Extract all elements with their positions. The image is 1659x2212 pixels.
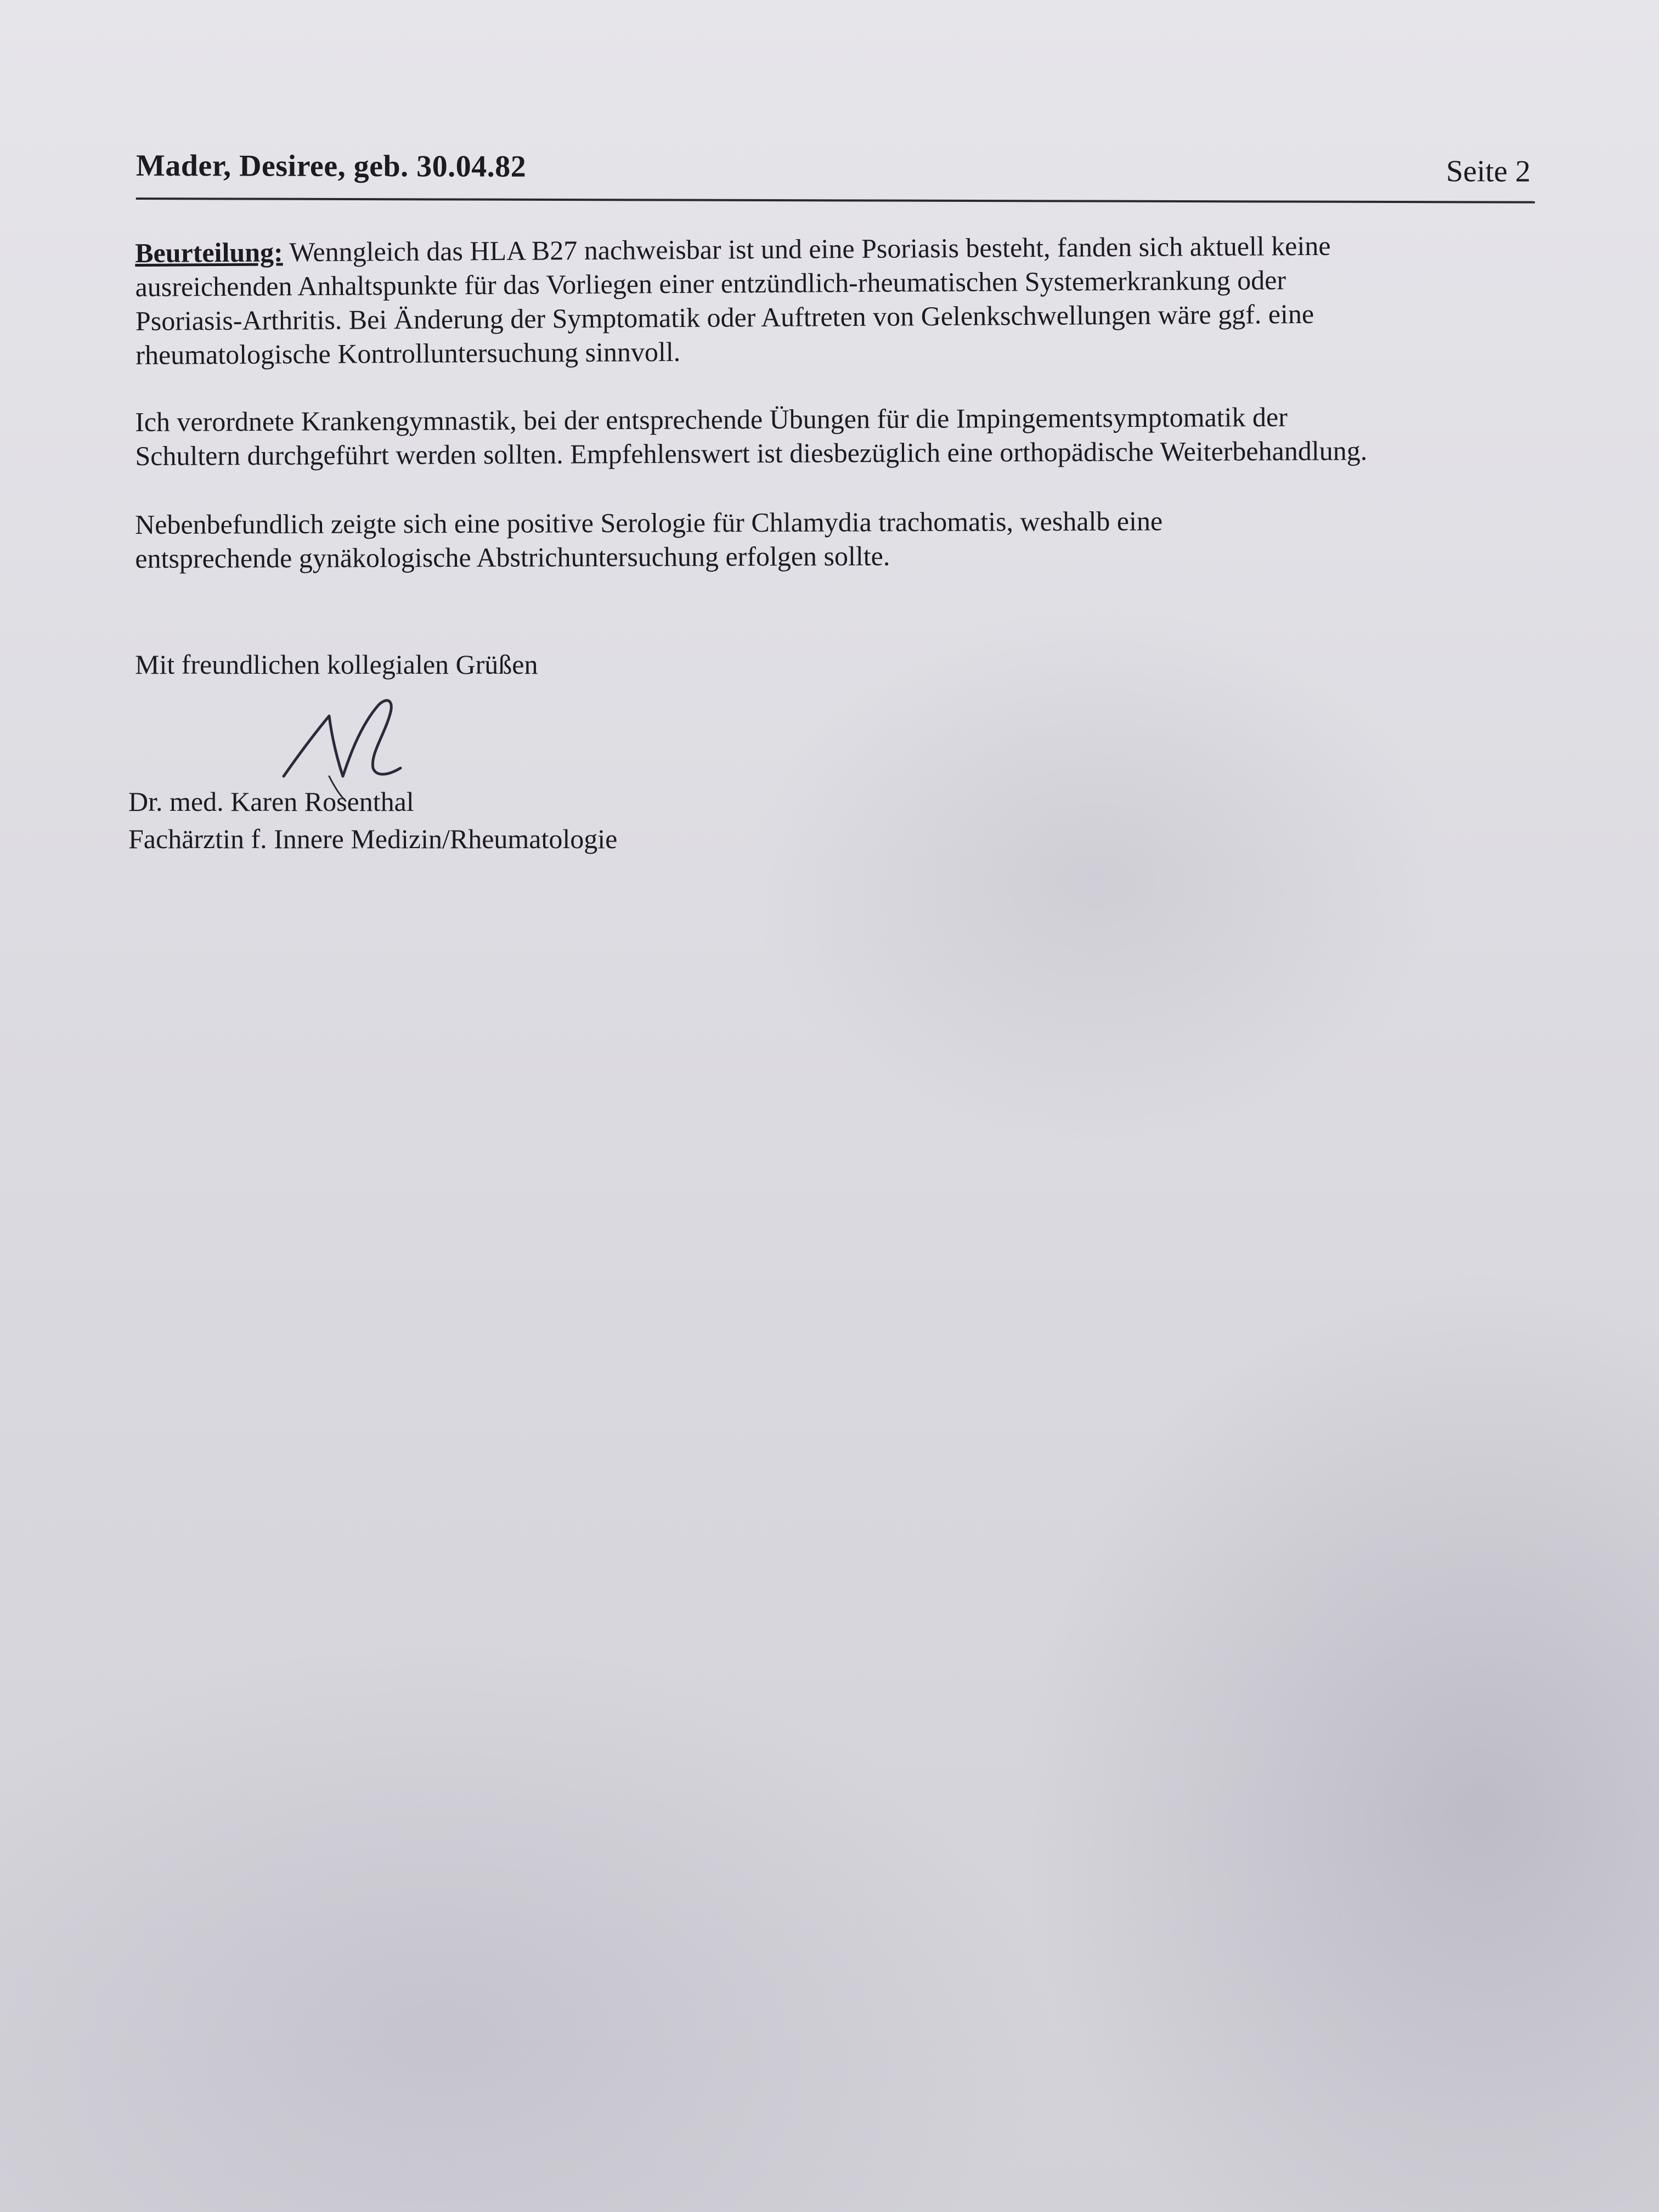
therapy-paragraph	[135, 399, 1540, 473]
page-header	[136, 148, 1535, 204]
therapy-line-2: Schultern durchgeführt werden sollten. Empfehlenswert ist diesbezüglich eine orthopädische Weiterbehandlung.	[135, 435, 1368, 471]
assessment-line-2: ausreichenden Anhaltspunkte für das Vorliegen einer entzündlich-rheumatischen Systemerkrankung oder	[135, 264, 1286, 302]
assessment-line-4: rheumatologische Kontrolluntersuchung sinnvoll.	[136, 336, 681, 370]
page-number: Seite 2	[1446, 154, 1531, 189]
assessment-line-1-text: Wenngleich das HLA B27 nachweisbar ist und eine Psoriasis besteht, fanden sich aktuell keine	[283, 230, 1331, 268]
patient-name-line: Mader, Desiree, geb. 30.04.82	[136, 149, 527, 184]
signer-name: Dr. med. Karen Rosenthal	[128, 786, 414, 817]
secondary-line-2: entsprechende gynäkologische Abstrichuntersuchung erfolgen sollte.	[135, 540, 890, 574]
closing-line: Mit freundlichen kollegialen Grüßen	[135, 649, 538, 680]
signer-title: Fachärztin f. Innere Medizin/Rheumatologie	[128, 823, 618, 854]
assessment-line-3: Psoriasis-Arthritis. Bei Änderung der Symptomatik oder Auftreten von Gelenkschwellungen wäre ggf. eine	[135, 298, 1314, 336]
therapy-line-1: Ich verordnete Krankengymnastik, bei der entsprechende Übungen für die Impingementsymptomatik der	[135, 401, 1288, 437]
secondary-findings-paragraph	[135, 503, 1539, 575]
secondary-line-1: Nebenbefundlich zeigte sich eine positive Serologie für Chlamydia trachomatis, weshalb eine	[135, 505, 1163, 540]
signature-stroke-1	[284, 701, 400, 776]
assessment-paragraph	[135, 227, 1540, 372]
assessment-label: Beurteilung:	[135, 236, 283, 268]
